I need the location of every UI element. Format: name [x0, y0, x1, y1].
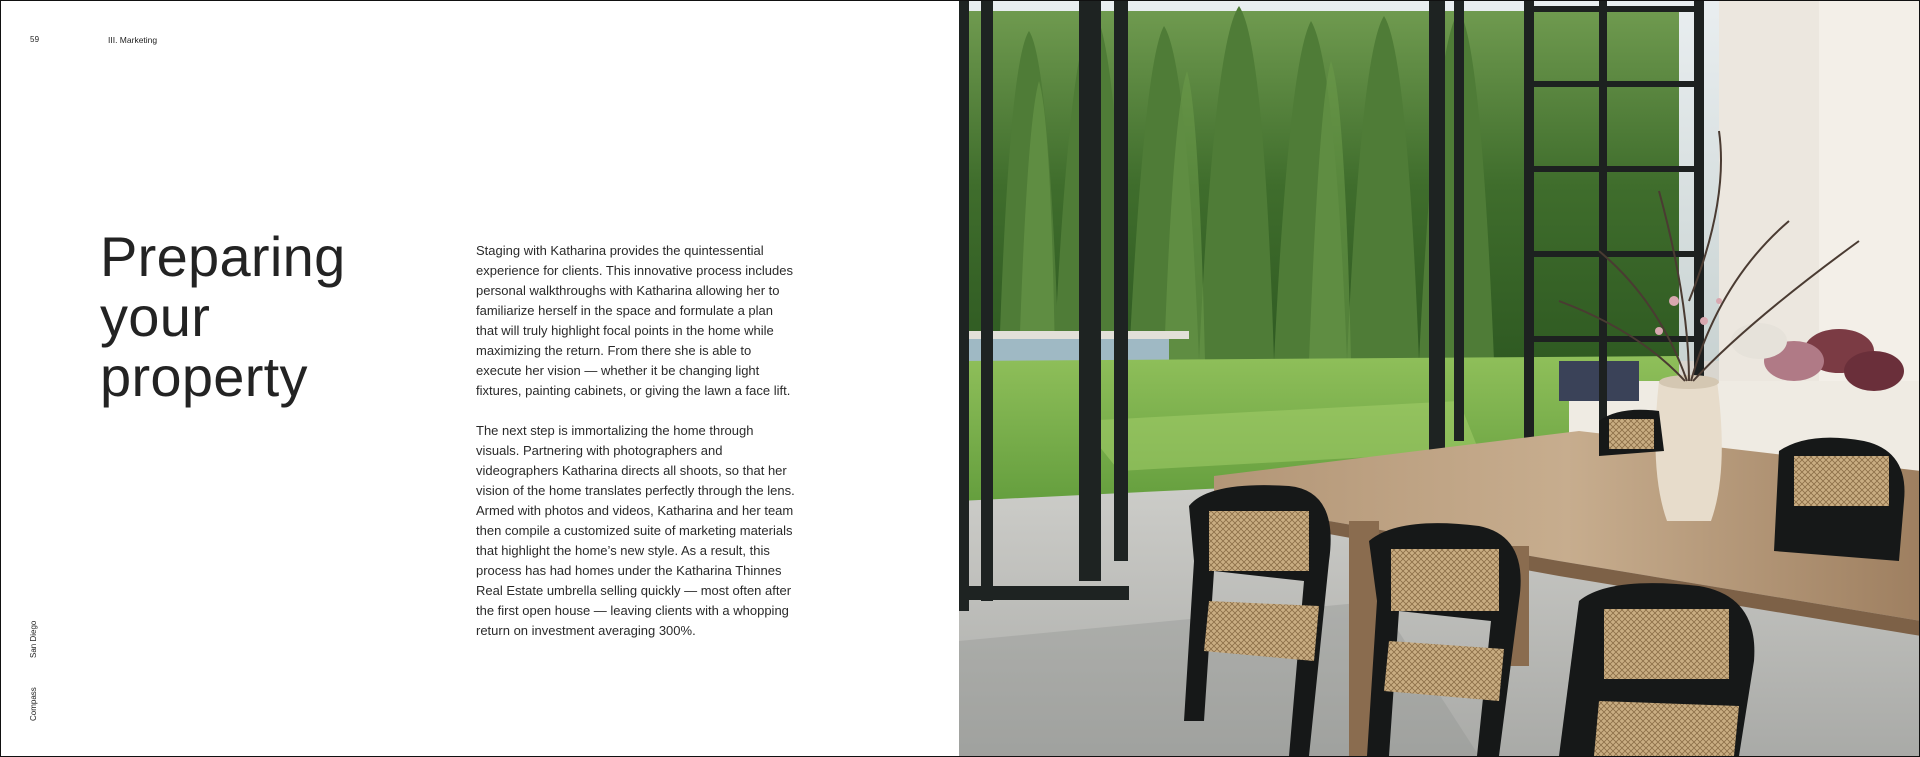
page-title [100, 227, 430, 407]
body-paragraph-staging: Staging with Katharina provides the quintessential experience for clients. This innovative process includes personal walkthroughs with Katharina allowing her to familiarize herself in the space and formulate a plan that will truly highlight focal points in the home while maximizing the return. From there she is able to execute her vision — whether it be changing light fixtures, painting cabinets, or giving the lawn a face lift. [476, 243, 793, 398]
page-title-line-2: your [100, 285, 211, 348]
text-page [1, 1, 959, 756]
photo-page [959, 1, 1920, 756]
brand-label: Compass [29, 687, 38, 721]
body-paragraph-visuals: The next step is immortalizing the home through visuals. Partnering with photographers and videographers Katharina directs all shoots, so that her vision of the home translates perfectly through the lens. Armed with photos and videos, Katharina and her team then compile a customized suite of marketing materials that highlight the home’s new style. As a result, this process has had homes under the Katharina Thinnes Real Estate umbrella selling quickly — most often after the first open house — leaving clients with a whopping return on investment averaging 300%. [476, 423, 795, 638]
location-label: San Diego [29, 620, 38, 658]
dining-room-photo [959, 1, 1920, 756]
body-copy [476, 241, 796, 661]
page-title-line-1: Preparing [100, 225, 346, 288]
page-number: 59 [30, 35, 40, 44]
section-label: III. Marketing [108, 35, 158, 45]
page-title-line-3: property [100, 345, 308, 408]
